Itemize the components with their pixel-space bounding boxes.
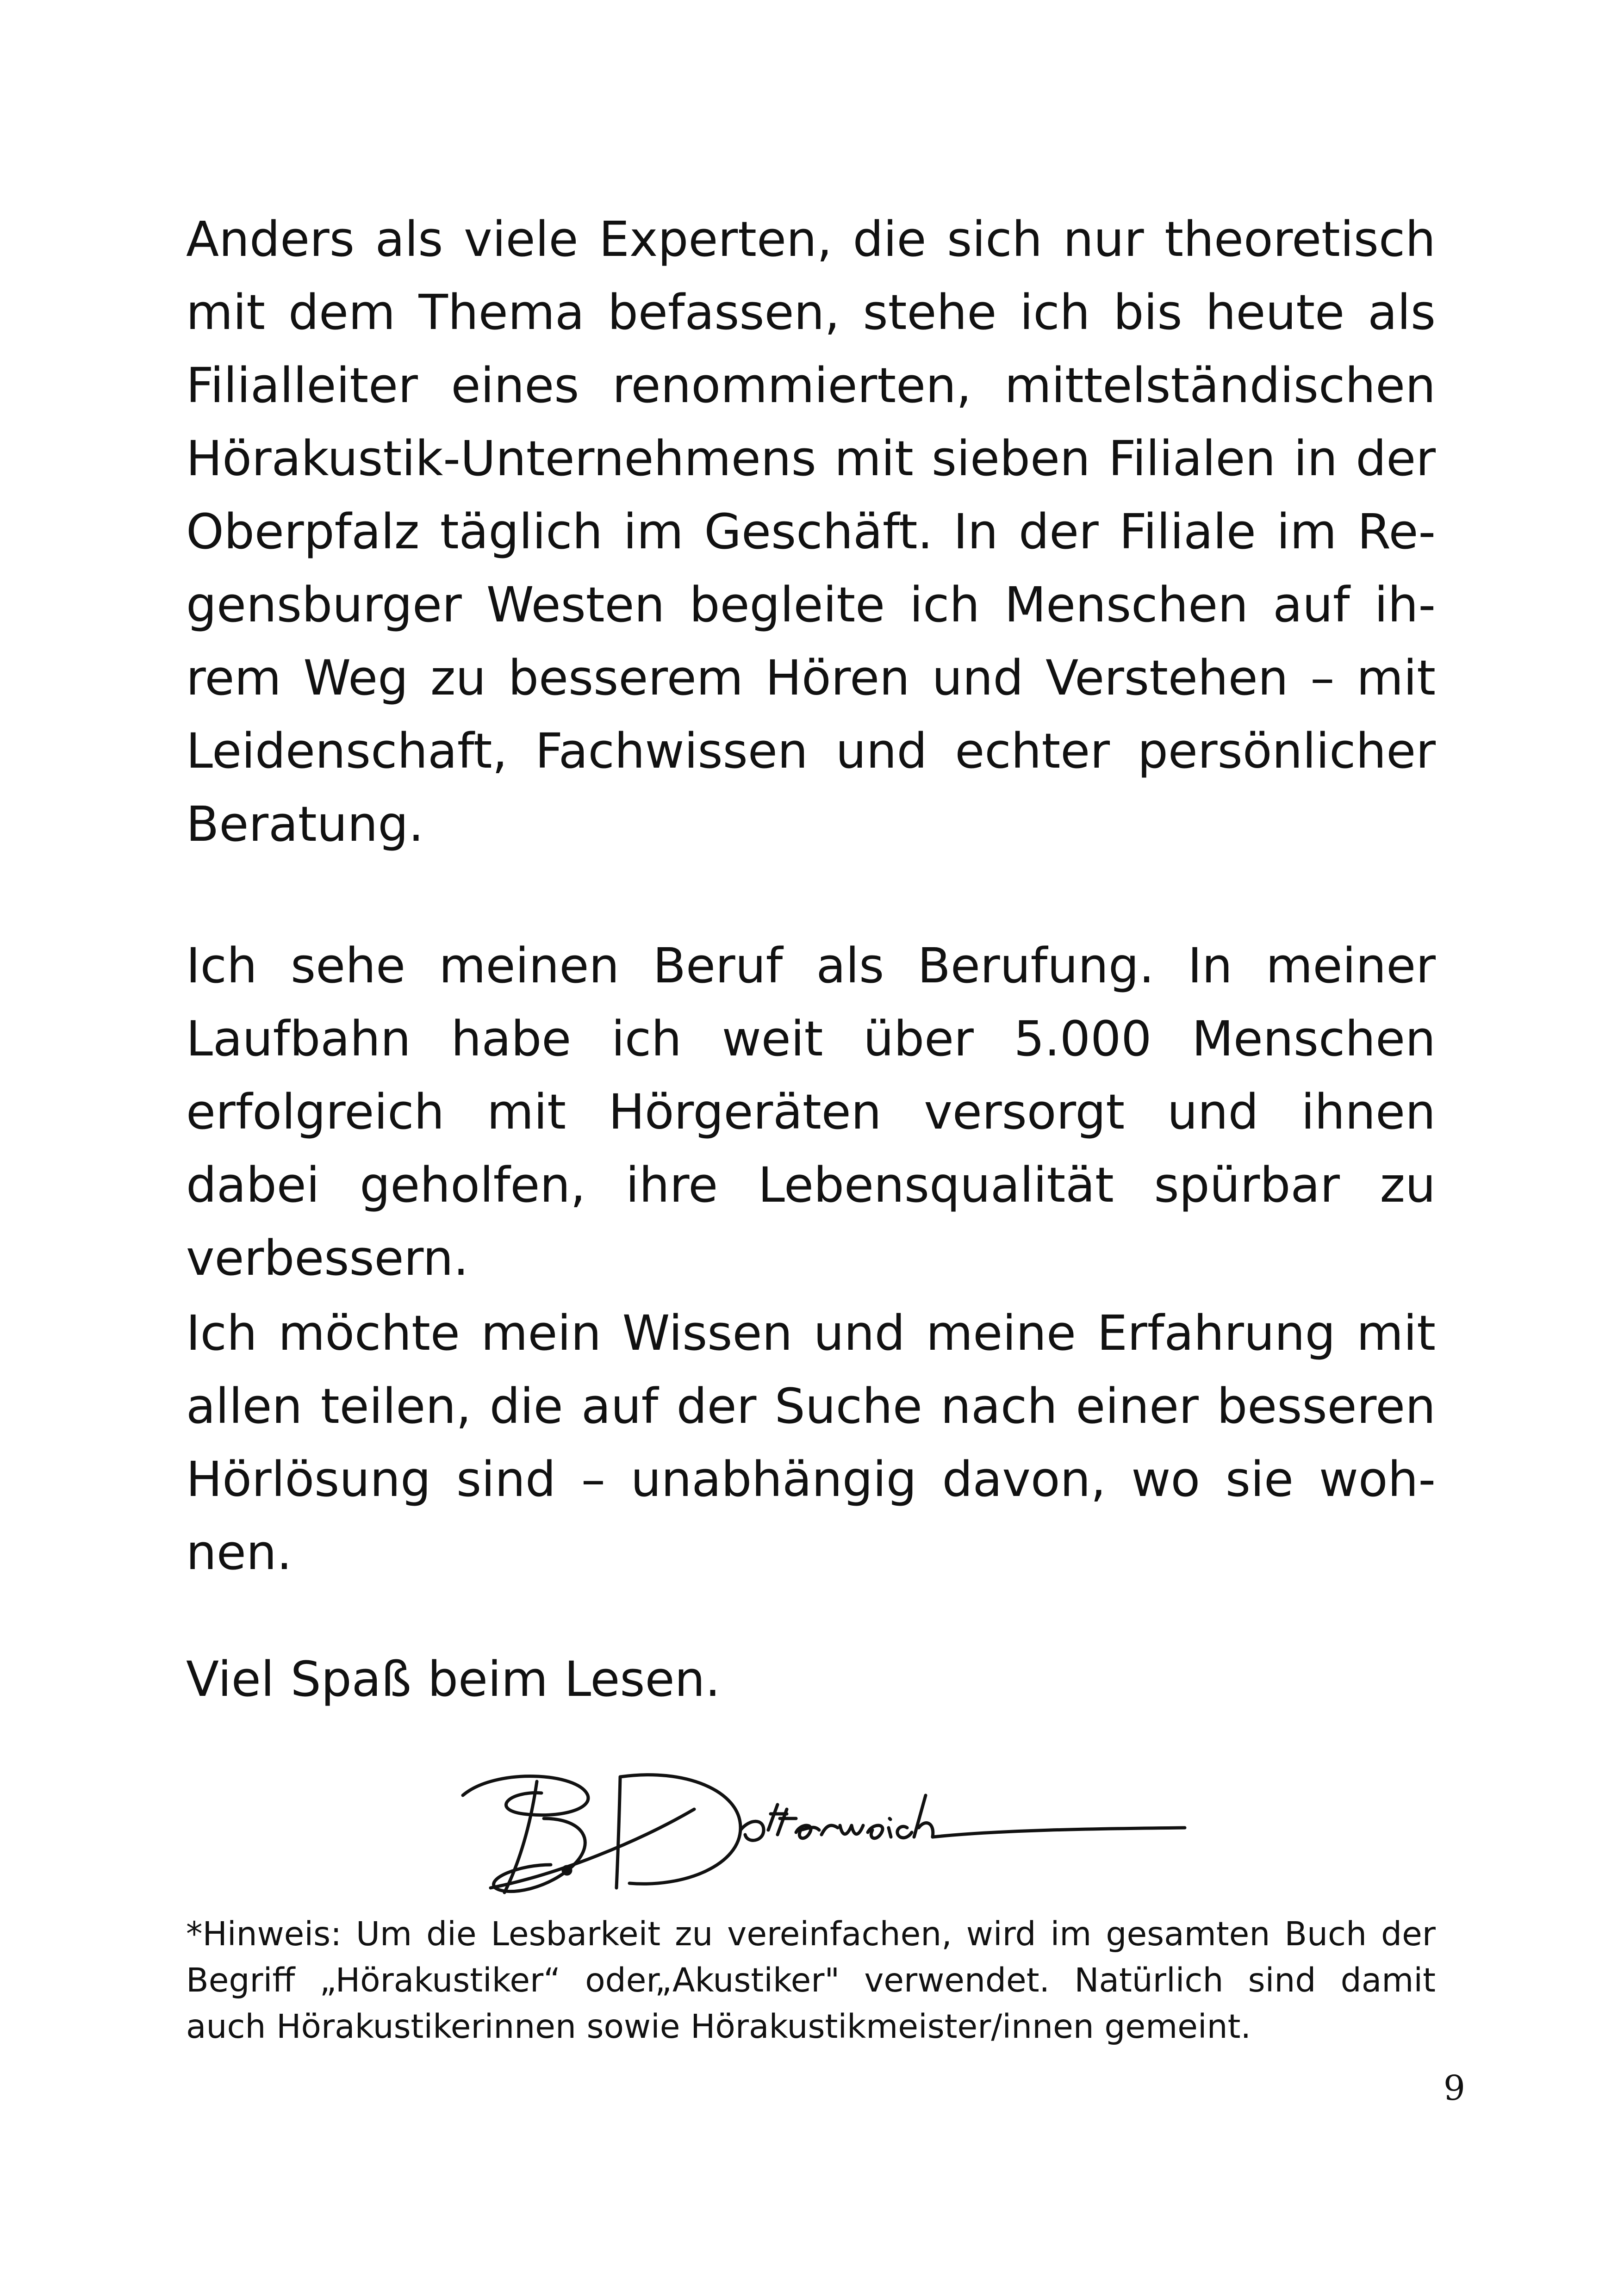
page-number: 9: [1443, 2068, 1465, 2108]
paragraph-experience: Anders als viele Experten, die sich nur theoretisch mit dem Thema befassen, stehe ich bis heute als Filialleiter eines renommierten, mittelständischen Hörakustik-Unternehmens mit sieben Filialen in der Oberpfalz täglich im Geschäft. In der Filiale im Regensburger Westen begleite ich Menschen auf ihrem Weg zu besserem Hören und Verstehen – mit Leidenschaft, Fachwissen und echter persönlicher Beratung.: [186, 211, 1436, 852]
paragraph-closing: Viel Spaß beim Lesen.: [186, 1651, 721, 1707]
paragraph-sharing: Ich möchte mein Wissen und meine Erfahrung mit allen teilen, die auf der Suche nach einer besseren Hörlösung sind – unabhängig davon, wo sie wohnen.: [186, 1305, 1436, 1581]
paragraph-calling: Ich sehe meinen Beruf als Berufung. In meiner Laufbahn habe ich weit über 5.000 Menschen erfolgreich mit Hörgeräten versorgt und ihnen dabei geholfen, ihre Lebensqualität spürbar zu verbessern.: [186, 937, 1436, 1286]
footnote: *Hinweis: Um die Lesbarkeit zu vereinfachen, wird im gesamten Buch der Begriff „Hörakustiker“ oder„Akustiker" verwendet. Natürlich sind damit auch Hörakustikerinnen sowie Hörakustikmeister/innen gemeint.: [186, 1915, 1436, 2046]
